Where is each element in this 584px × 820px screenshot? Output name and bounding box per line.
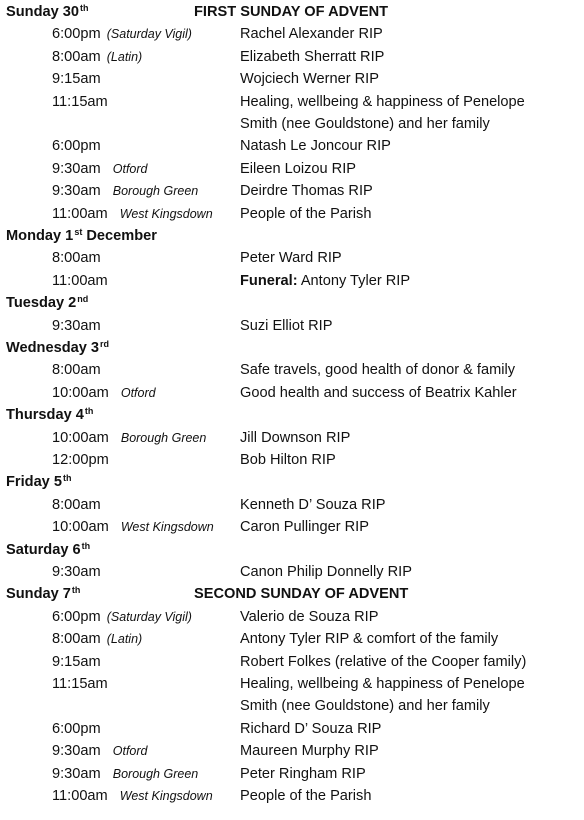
mass-row — [0, 270, 584, 292]
mass-time-cell — [52, 606, 192, 628]
mass-location-note: Otford — [112, 744, 148, 759]
day-ordinal-suffix: th — [81, 540, 91, 551]
mass-intention — [240, 740, 379, 762]
intention-text: Antony Tyler RIP & comfort of the family — [240, 631, 499, 648]
mass-location-note: Borough Green — [112, 184, 199, 199]
intention-continuation-row — [0, 695, 584, 717]
mass-time: 6:00pm — [52, 608, 101, 625]
intention-text: People of the Parish — [240, 788, 372, 804]
day-name: Monday 1 — [6, 228, 74, 244]
intention-text: Deirdre Thomas RIP — [240, 183, 373, 200]
mass-time-cell — [52, 763, 198, 785]
mass-intention — [240, 315, 332, 337]
mass-time-cell — [52, 785, 213, 807]
mass-row — [0, 561, 584, 583]
day-header — [0, 471, 584, 493]
intention-text: Canon Philip Donnelly RIP — [240, 564, 412, 580]
mass-intention — [240, 135, 391, 157]
day-ordinal-suffix: rd — [100, 339, 110, 349]
intention-text: Rachel Alexander RIP — [240, 26, 383, 43]
mass-row — [0, 247, 584, 269]
mass-row — [0, 718, 584, 740]
intention-text: Natash Le Joncour RIP — [240, 138, 391, 155]
mass-intention — [240, 651, 526, 673]
intention-text: Suzi Elliot RIP — [240, 317, 333, 334]
mass-row — [0, 359, 584, 381]
mass-location-note: (Saturday Vigil) — [106, 609, 192, 624]
mass-time: 9:15am — [52, 653, 101, 670]
mass-time: 11:15am — [52, 676, 108, 692]
mass-time: 8:00am — [52, 250, 101, 267]
day-ordinal-suffix: th — [71, 585, 81, 596]
mass-time: 11:00am — [52, 272, 108, 289]
mass-location-note: Borough Green — [112, 766, 199, 781]
mass-time: 6:00pm — [52, 720, 101, 737]
intention-text: Antony Tyler RIP — [297, 272, 411, 289]
mass-time: 10:00am — [52, 384, 109, 401]
mass-location-note: West Kingsdown — [119, 206, 213, 221]
intention-text: Maureen Murphy RIP — [240, 743, 379, 760]
mass-intention — [240, 449, 336, 471]
day-label — [6, 471, 71, 494]
mass-time: 12:00pm — [52, 452, 109, 468]
mass-row — [0, 315, 584, 337]
mass-intention — [240, 718, 381, 740]
mass-time-cell — [52, 270, 108, 292]
mass-time-cell — [52, 91, 108, 113]
day-header — [0, 404, 584, 426]
mass-time-cell — [52, 359, 101, 381]
day-header — [0, 583, 584, 605]
day-header — [0, 1, 584, 23]
intention-text: Caron Pullinger RIP — [240, 519, 369, 536]
mass-time: 8:00am — [52, 362, 101, 379]
sunday-title: FIRST SUNDAY OF ADVENT — [194, 4, 389, 20]
mass-time-cell — [52, 651, 101, 673]
mass-time-cell — [52, 23, 192, 45]
mass-row — [0, 494, 584, 516]
mass-row — [0, 606, 584, 628]
intention-text: Eileen Loizou RIP — [240, 160, 357, 177]
intention-continuation-row — [0, 113, 584, 135]
mass-intention — [240, 91, 525, 113]
intention-text: Wojciech Werner RIP — [240, 71, 379, 88]
day-name: Saturday 6 — [6, 541, 81, 558]
day-name: Friday 5 — [6, 474, 62, 491]
mass-time: 9:30am — [52, 160, 101, 177]
day-month: December — [82, 228, 157, 244]
mass-row — [0, 673, 584, 695]
intention-text: Robert Folkes (relative of the Cooper family) — [240, 653, 527, 670]
mass-row — [0, 46, 584, 68]
mass-intention — [240, 46, 384, 68]
day-label — [6, 583, 80, 606]
day-ordinal-suffix: th — [62, 473, 72, 484]
mass-row — [0, 382, 584, 404]
mass-location-note: (Latin) — [106, 632, 143, 647]
mass-intention — [240, 359, 515, 381]
mass-row — [0, 180, 584, 202]
mass-intention — [240, 494, 385, 516]
intention-text: Bob Hilton RIP — [240, 452, 336, 468]
day-label — [6, 1, 89, 24]
mass-time: 9:30am — [52, 564, 101, 580]
mass-time-cell — [52, 247, 101, 269]
intention-text: Valerio de Souza RIP — [240, 608, 379, 625]
mass-row — [0, 203, 584, 225]
intention-text: Safe travels, good health of donor & family — [240, 362, 516, 379]
mass-time-cell — [52, 158, 148, 180]
mass-intention — [240, 382, 517, 404]
day-name: Wednesday 3 — [6, 340, 100, 356]
mass-row — [0, 740, 584, 762]
intention-text: Peter Ward RIP — [240, 250, 342, 267]
mass-intention — [240, 785, 371, 807]
mass-row — [0, 449, 584, 471]
mass-time: 9:30am — [52, 765, 101, 782]
mass-intention — [240, 763, 366, 785]
mass-row — [0, 763, 584, 785]
mass-intention — [240, 68, 379, 90]
mass-time: 6:00pm — [52, 26, 101, 43]
mass-intention — [240, 247, 342, 269]
mass-time-cell — [52, 516, 214, 538]
intention-text: Kenneth D’ Souza RIP — [240, 496, 386, 513]
day-header — [0, 337, 584, 359]
intention-text: Healing, wellbeing & happiness of Penelope — [240, 93, 525, 110]
mass-location-note: (Saturday Vigil) — [106, 27, 192, 42]
mass-location-note: West Kingsdown — [120, 520, 214, 535]
day-label — [6, 337, 109, 360]
mass-time: 9:30am — [52, 317, 101, 334]
day-header — [0, 225, 584, 247]
mass-intention-continued: Smith (nee Gouldstone) and her family — [240, 698, 490, 715]
mass-time: 9:30am — [52, 743, 101, 760]
intention-prefix: Funeral: — [240, 272, 298, 289]
mass-row — [0, 23, 584, 45]
mass-time-cell — [52, 718, 101, 740]
mass-location-note: Otford — [112, 161, 148, 176]
mass-location-note: West Kingsdown — [119, 789, 213, 803]
mass-location-note: Otford — [120, 385, 156, 400]
mass-time-cell — [52, 673, 108, 695]
intention-text: Peter Ringham RIP — [240, 765, 366, 782]
intention-text: Healing, wellbeing & happiness of Penelope — [240, 676, 525, 692]
mass-intention-continued: Smith (nee Gouldstone) and her family — [240, 116, 490, 132]
mass-row — [0, 427, 584, 449]
mass-time-cell — [52, 382, 156, 404]
day-header — [0, 292, 584, 314]
intention-text: Elizabeth Sherratt RIP — [240, 48, 385, 65]
mass-time-cell — [52, 68, 101, 90]
day-name: Thursday 4 — [6, 407, 84, 424]
mass-time: 11:00am — [52, 205, 108, 222]
day-ordinal-suffix: st — [74, 227, 83, 237]
mass-time-cell — [52, 135, 101, 157]
intention-text: Richard D’ Souza RIP — [240, 720, 382, 737]
mass-time-cell — [52, 180, 198, 202]
mass-intention — [240, 561, 412, 583]
mass-row — [0, 516, 584, 538]
mass-time-cell — [52, 315, 101, 337]
intention-text: Good health and success of Beatrix Kahler — [240, 384, 517, 401]
mass-row — [0, 628, 584, 650]
mass-intention — [240, 180, 373, 202]
mass-time-cell — [52, 449, 109, 471]
mass-intention — [240, 628, 498, 650]
mass-time-cell — [52, 740, 148, 762]
day-header — [0, 539, 584, 561]
mass-time-cell — [52, 203, 213, 225]
mass-time: 9:30am — [52, 183, 101, 200]
mass-row — [0, 785, 584, 807]
mass-row — [0, 91, 584, 113]
mass-row — [0, 651, 584, 673]
mass-intention — [240, 606, 378, 628]
day-name: Tuesday 2 — [6, 295, 77, 312]
mass-time-cell — [52, 494, 101, 516]
mass-time: 10:00am — [52, 519, 109, 536]
sunday-title: SECOND SUNDAY OF ADVENT — [194, 586, 409, 603]
mass-time: 9:15am — [52, 71, 101, 88]
mass-intention — [240, 203, 371, 225]
mass-time: 11:00am — [52, 788, 108, 804]
intention-text: People of the Parish — [240, 205, 372, 222]
day-label — [6, 225, 157, 248]
day-name: Sunday 30 — [6, 4, 79, 20]
day-ordinal-suffix: th — [80, 3, 89, 13]
day-label — [6, 404, 93, 427]
mass-row — [0, 158, 584, 180]
intention-text: Jill Downson RIP — [240, 429, 351, 446]
mass-row — [0, 68, 584, 90]
mass-time: 8:00am — [52, 496, 101, 513]
mass-location-note: (Latin) — [106, 49, 143, 64]
mass-intention — [240, 23, 383, 45]
mass-intention — [240, 673, 525, 695]
day-ordinal-suffix: th — [84, 406, 94, 417]
mass-location-note: Borough Green — [120, 430, 207, 445]
mass-time: 10:00am — [52, 429, 109, 446]
day-ordinal-suffix: nd — [77, 294, 89, 305]
mass-row — [0, 135, 584, 157]
day-name: Sunday 7 — [6, 586, 71, 603]
mass-time-cell — [52, 628, 142, 650]
mass-intention — [240, 158, 356, 180]
mass-time-cell — [52, 561, 101, 583]
day-label — [6, 539, 90, 562]
mass-time: 11:15am — [52, 93, 108, 110]
mass-time-cell — [52, 427, 206, 449]
mass-intention — [240, 516, 369, 538]
mass-time-cell — [52, 46, 142, 68]
mass-time: 8:00am — [52, 631, 101, 648]
day-label — [6, 292, 88, 315]
mass-time: 6:00pm — [52, 138, 101, 155]
mass-time: 8:00am — [52, 48, 101, 65]
mass-intention — [240, 270, 410, 292]
mass-intention — [240, 427, 350, 449]
